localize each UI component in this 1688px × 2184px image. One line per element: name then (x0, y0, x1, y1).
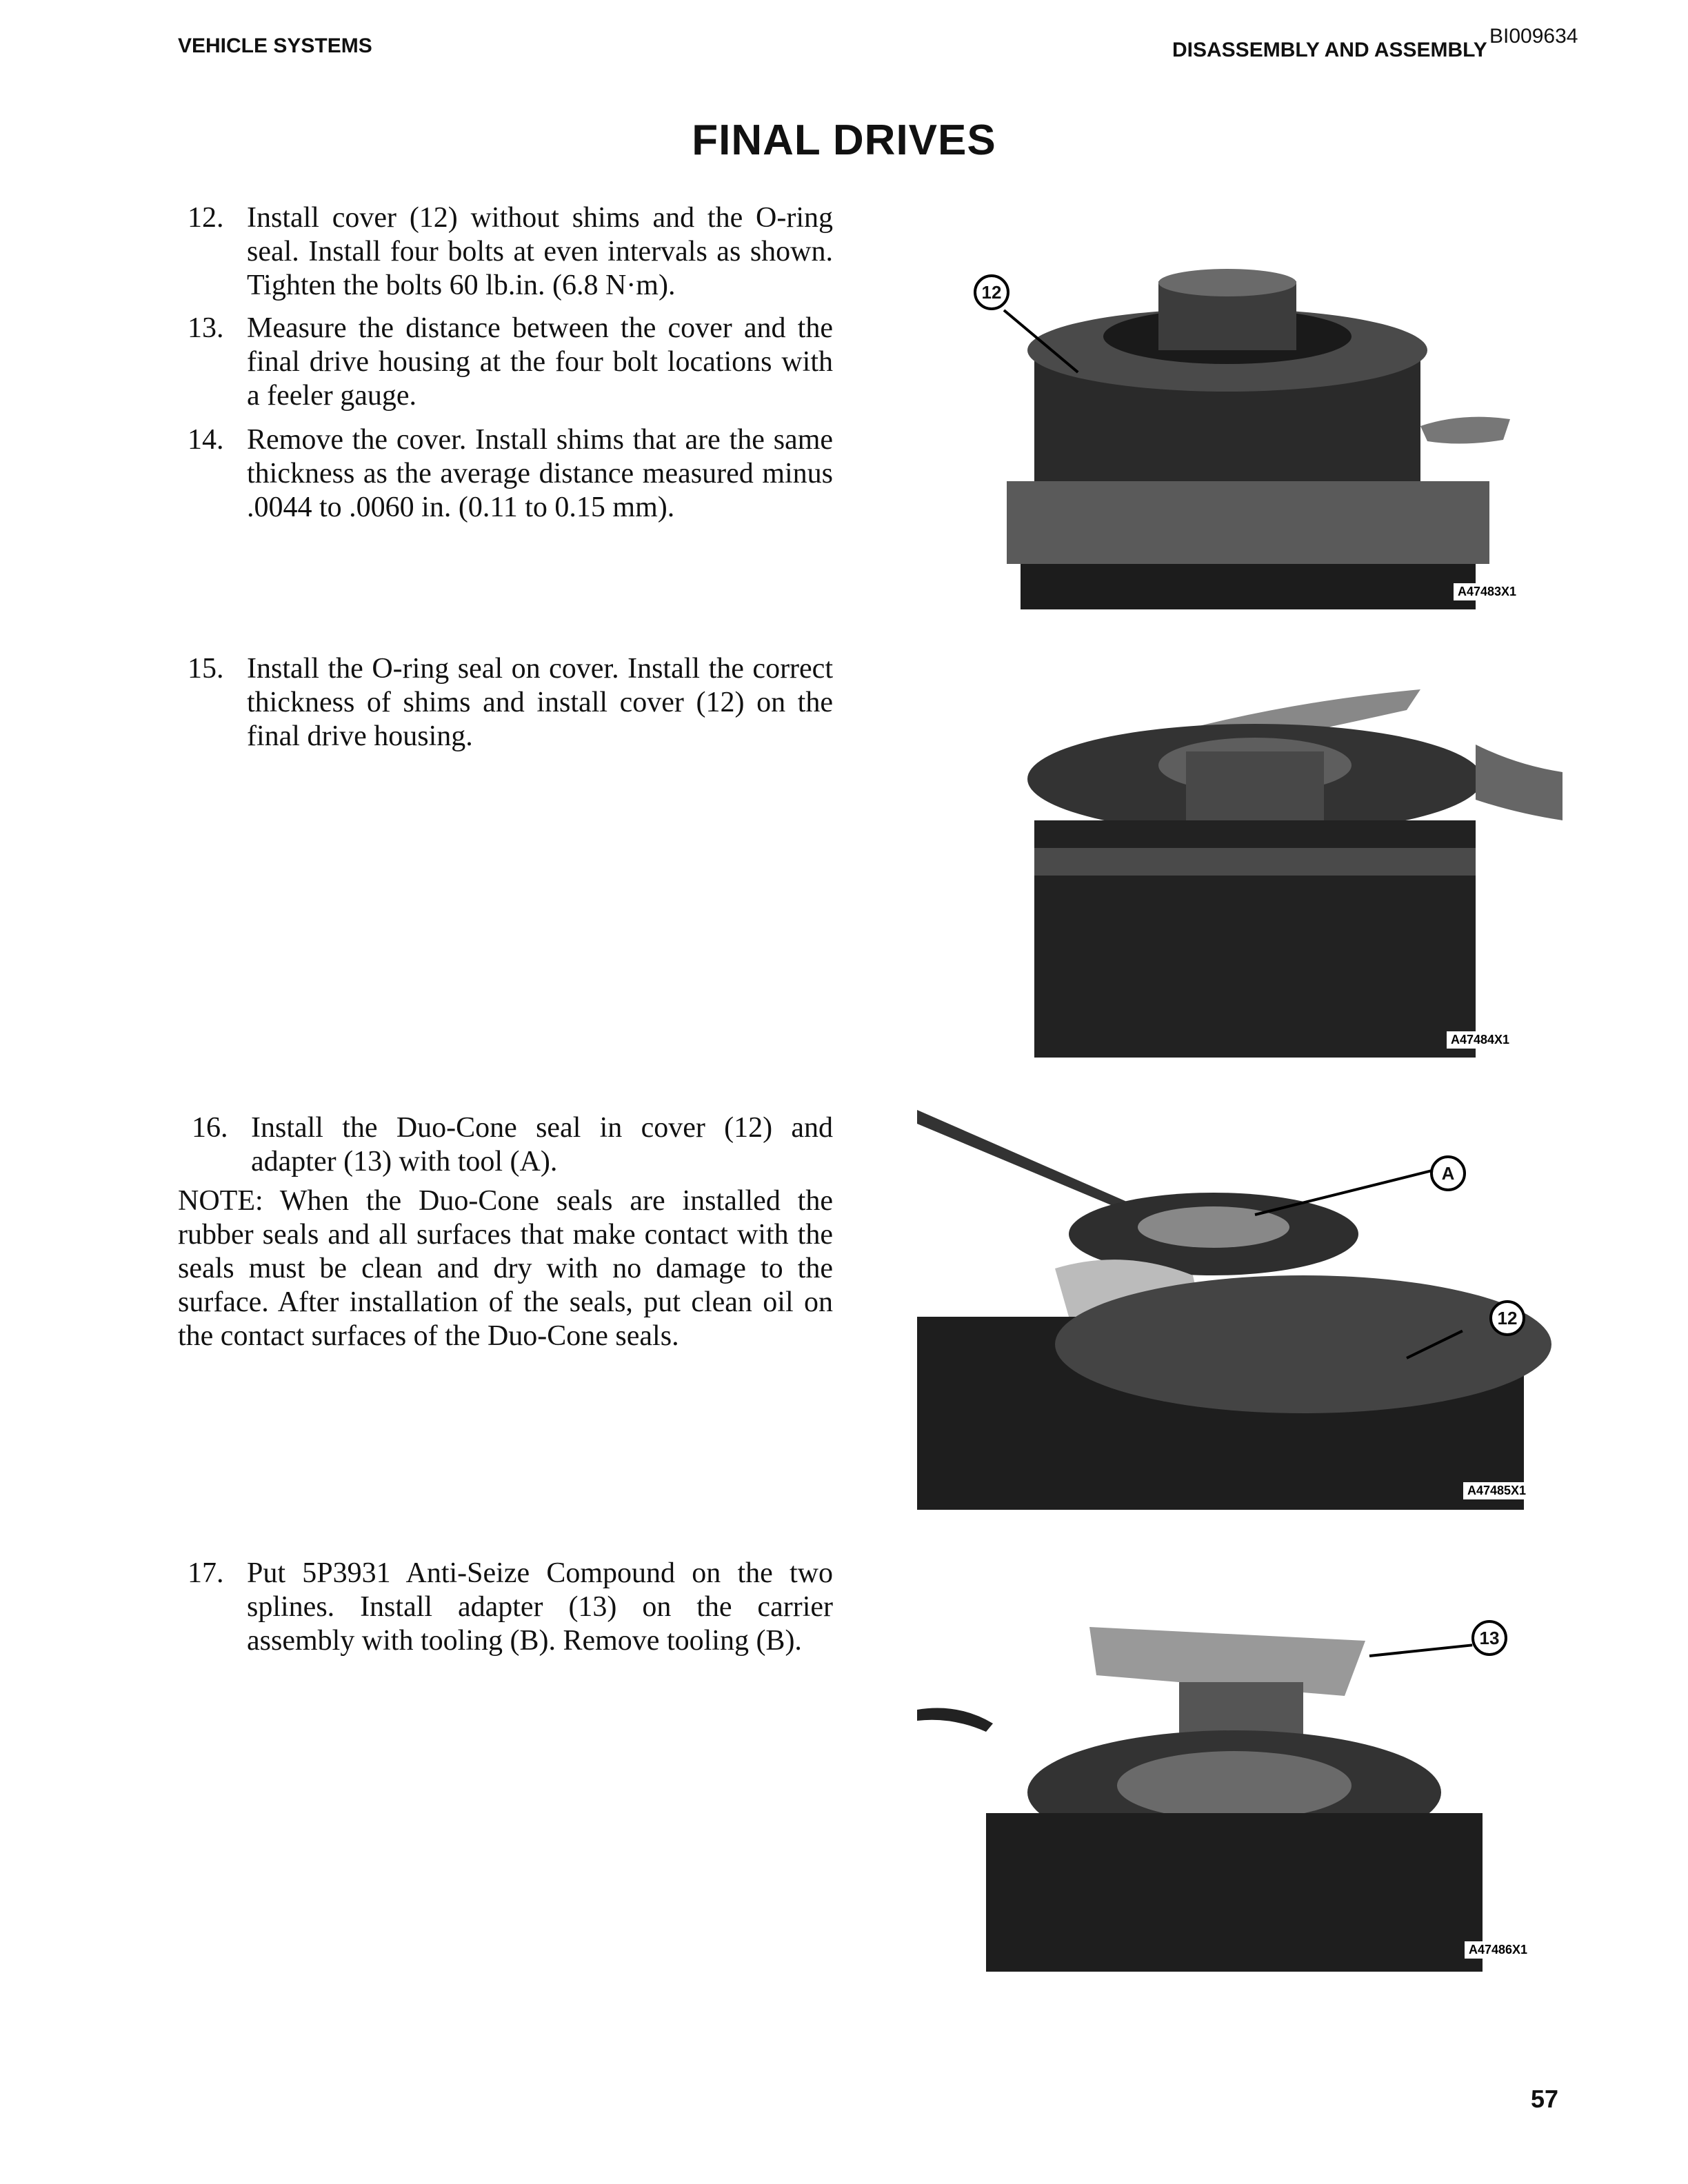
figure-code: A47484X1 (1447, 1031, 1514, 1049)
figure-cover-oring-photo (979, 662, 1563, 1058)
step-number: 12. (188, 202, 224, 234)
page-number: 57 (1530, 2085, 1558, 2113)
step-17 (188, 1557, 833, 1658)
figure-code: A47485X1 (1463, 1482, 1530, 1499)
figure-code: A47486X1 (1465, 1941, 1531, 1959)
step-number: 17. (188, 1557, 224, 1589)
step-number: 14. (188, 424, 224, 456)
step-text: Remove the cover. Install shims that are the same thickness as the average distance measured minus .0044 to .0060 in. (0.11 to 0.15 mm). (247, 424, 833, 523)
step-15 (188, 652, 833, 754)
step-16 (192, 1111, 833, 1179)
callout-12: 12 (974, 274, 1009, 310)
step-number: 13. (188, 312, 224, 344)
step-13 (188, 312, 833, 413)
note-text: NOTE: When the Duo-Cone seals are installed the rubber seals and all surfaces that make contact with the seals must be clean and dry with no damage to the surface. After installation of the seals, put clean oil on the contact surfaces of the Duo-Cone seals. (178, 1185, 833, 1352)
page-title: FINAL DRIVES (692, 117, 996, 164)
step-text: Measure the distance between the cover and the final drive housing at the four bolt locations with a feeler gauge. (247, 312, 833, 412)
step-text: Install cover (12) without shims and the O-ring seal. Install four bolts at even intervals as shown. Tighten the bolts 60 lb.in. (6.8 N·m). (247, 202, 833, 301)
step-text: Install the Duo-Cone seal in cover (12) and adapter (13) with tool (A). (251, 1112, 833, 1177)
step-number: 16. (192, 1112, 228, 1144)
step-14 (188, 423, 833, 525)
figure-code: A47483X1 (1454, 583, 1520, 600)
header-left: VEHICLE SYSTEMS (178, 34, 372, 57)
callout-12: 12 (1489, 1300, 1525, 1336)
step-12 (188, 201, 833, 303)
step-text: Install the O-ring seal on cover. Install the correct thickness of shims and install cover (12) on the final drive housing. (247, 653, 833, 752)
figure-adapter-install-photo (917, 1586, 1563, 1972)
figure-cover-install-photo (979, 261, 1563, 609)
callout-a: A (1430, 1155, 1466, 1191)
header-right: DISASSEMBLY AND ASSEMBLY (1172, 39, 1487, 61)
step-number: 15. (188, 653, 224, 685)
step-text: Put 5P3931 Anti-Seize Compound on the two splines. Install adapter (13) on the carrier assembly with tooling (B). Remove tooling (B). (247, 1557, 833, 1657)
doc-code: BI009634 (1489, 25, 1578, 48)
callout-13: 13 (1471, 1620, 1507, 1656)
